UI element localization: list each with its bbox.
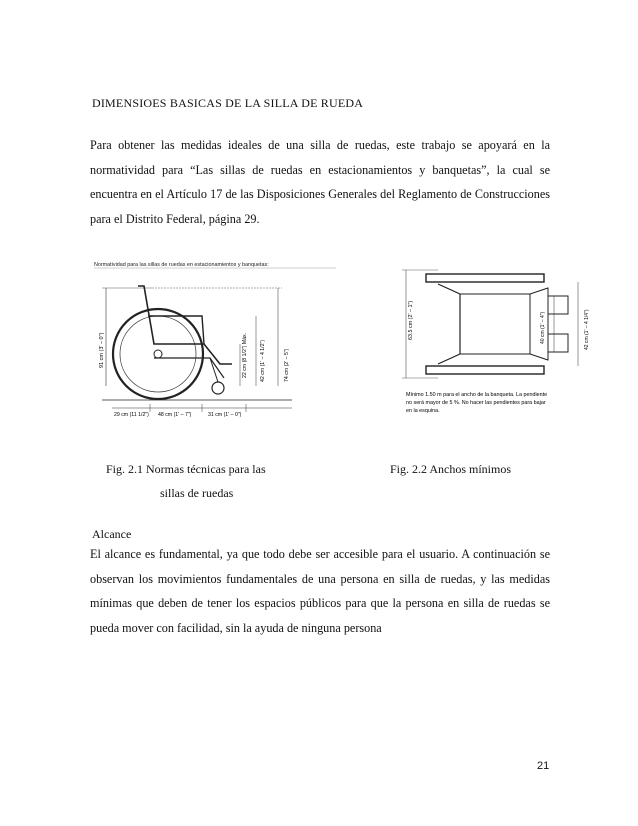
- dim-width-a: 29 cm (11 1/2"): [114, 412, 149, 418]
- dim-height: 42 cm (1' – 4 1/4"): [584, 309, 590, 350]
- figure2-caption: Fig. 2.2 Anchos mínimos: [390, 462, 512, 476]
- alcance-paragraph: El alcance es fundamental, ya que todo debe ser accesible para el usuario. A continuación se observan los movimientos fundamentales de una persona en silla de ruedas, y las medidas mínimas que deben de tener los espacios públicos para que la persona en silla de ruedas se pueda mover con facilidad, sin la ayuda de ninguna persona: [90, 547, 550, 635]
- dim-width-c: 31 cm (1' – 0"): [208, 412, 242, 418]
- intro-paragraph: Para obtener las medidas ideales de una silla de ruedas, este trabajo se apoyará en la normatividad para “Las sillas de ruedas en estacionamientos y banquetas”, la cual se encuentra en el Artículo 17 de las Disposiciones Generales del Reglamento de Construcciones para el Distrito Federal, página 29.: [90, 138, 550, 226]
- dim-width-total: 63.5 cm (2' – 1"): [408, 300, 414, 340]
- dim-seat-height: 22 cm (8 1/2") Máx.: [242, 332, 248, 378]
- wheelchair-top-view-figure: [398, 262, 594, 432]
- figure2-note-line3: en la esquina.: [406, 408, 440, 414]
- section-heading-alcance: Alcance: [92, 527, 132, 541]
- figure2-note-line1: Mínimo 1.50 m para el ancho de la banqueta. La pendiente: [406, 392, 548, 398]
- dim-back-height: 74 cm (2' – 5"): [284, 348, 290, 382]
- figure2-note-line2: no será mayor de 5 %. No hacer las pendientes para bajar: [406, 400, 546, 406]
- page-title: DIMENSIOES BASICAS DE LA SILLA DE RUEDA: [92, 96, 364, 110]
- dim-height-total: 91 cm (3' – 0"): [99, 332, 105, 368]
- figure1-caption-line2: sillas de ruedas: [160, 486, 234, 500]
- figure1-header: Normatividad para las sillas de ruedas en estacionamientos y banquetas:: [94, 262, 269, 268]
- dim-armrest: 42 cm (1' – 4 1/2"): [260, 339, 266, 382]
- dim-inner: 40 cm (1' – 4"): [540, 311, 546, 344]
- page-number: 21: [537, 760, 550, 772]
- figure1-caption-line1: Fig. 2.1 Normas técnicas para las: [106, 462, 266, 476]
- wheelchair-side-view-figure: [92, 258, 338, 430]
- dim-width-b: 48 cm (1' – 7"): [158, 412, 192, 418]
